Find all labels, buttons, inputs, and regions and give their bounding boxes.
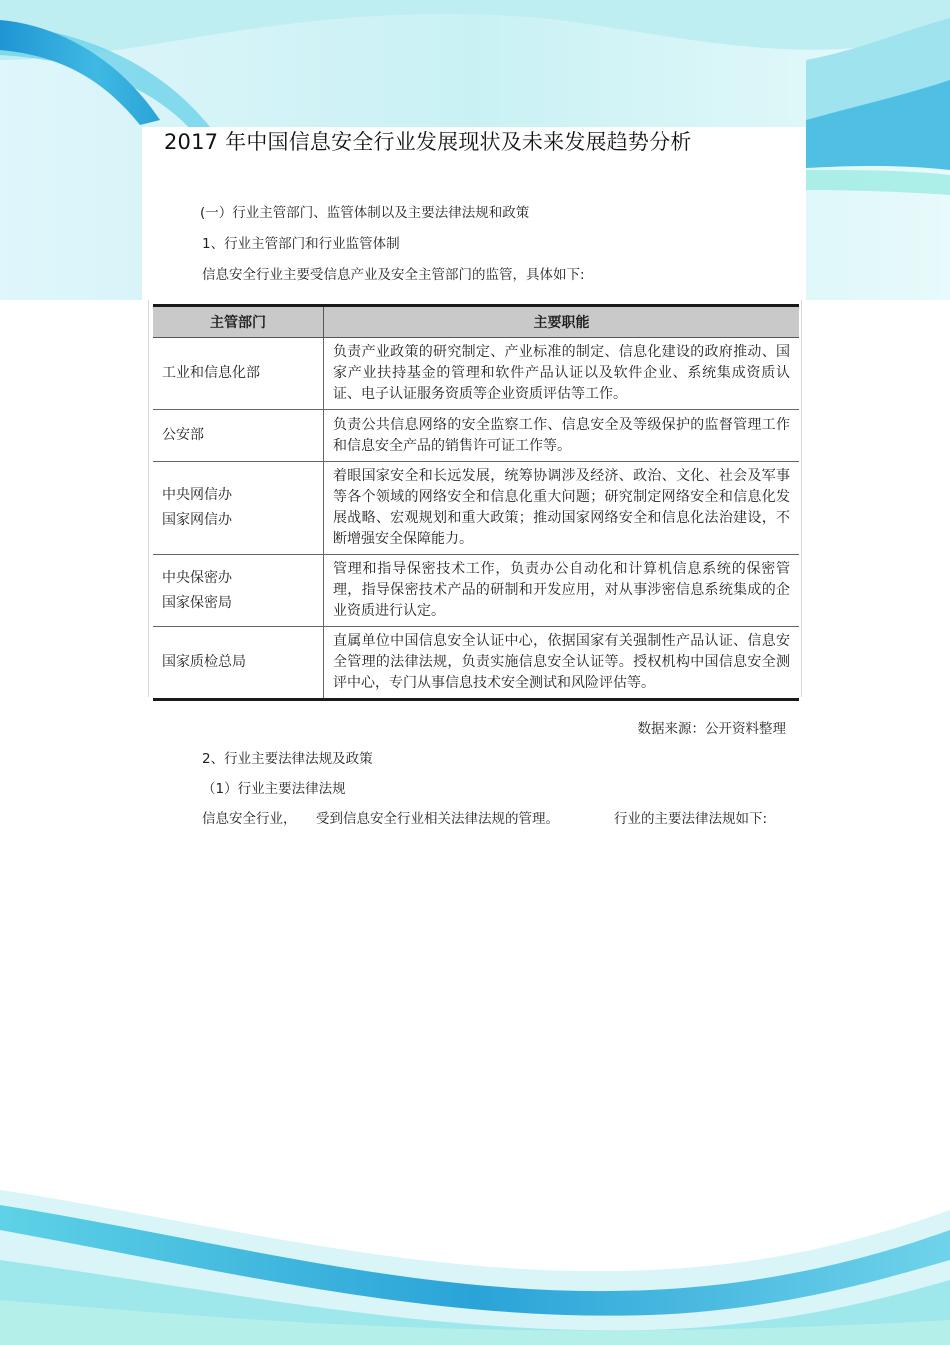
dept-name: 国家质检总局 (162, 654, 246, 670)
table-header-row (153, 306, 799, 338)
section-heading: (一）行业主管部门、监管体制以及主要法律法规和政策 (200, 205, 530, 221)
intro-paragraph: 信息安全行业主要受信息产业及安全主管部门的监管，具体如下: (202, 267, 585, 283)
column-header-dept: 主管部门 (153, 306, 324, 338)
subsubsection-heading: （1）行业主要法律法规 (202, 781, 346, 797)
table-row (153, 410, 799, 462)
dept-name: 工业和信息化部 (162, 365, 260, 381)
decorative-wave-bottom (0, 1150, 950, 1345)
subsection-heading: 2、行业主要法律法规及政策 (202, 751, 373, 767)
function-cell: 负责产业政策的研究制定、产业标准的制定、信息化建设的政府推动、国家产业扶持基金的管理和软件产品认证以及软件企业、系统集成资质认证、电子认证服务资质等企业资质评估等工作。 (324, 338, 800, 410)
column-header-function: 主要职能 (324, 306, 800, 338)
source-note: 数据来源：公开资料整理 (637, 721, 786, 737)
function-cell: 负责公共信息网络的安全监察工作、信息安全及等级保护的监督管理工作和信息安全产品的销售许可证工作等。 (324, 410, 800, 462)
table-frame (148, 300, 802, 697)
table-row (153, 555, 799, 627)
table-row (153, 627, 799, 700)
table-row (153, 338, 799, 410)
dept-name: 国家网信办 (162, 512, 232, 528)
dept-cell (153, 338, 324, 410)
dept-cell (153, 410, 324, 462)
dept-name: 中央网信办 (162, 487, 232, 503)
subsection-heading: 1、行业主管部门和行业监管体制 (202, 236, 400, 252)
document-page (142, 127, 806, 830)
page-title: 2017 年中国信息安全行业发展现状及未来发展趋势分析 (164, 130, 692, 154)
closing-paragraph-part-c: 行业的主要法律法规如下: (614, 811, 768, 827)
dept-cell (153, 627, 324, 700)
dept-name: 中央保密办 (162, 569, 232, 586)
dept-cell (153, 555, 324, 627)
closing-paragraph-part-a: 信息安全行业， (202, 811, 297, 827)
dept-cell (153, 462, 324, 555)
closing-paragraph-part-b: 受到信息安全行业相关法律法规的管理。 (316, 811, 559, 827)
table-row (153, 462, 799, 555)
dept-name: 公安部 (162, 427, 204, 443)
function-cell: 直属单位中国信息安全认证中心，依据国家有关强制性产品认证、信息安全管理的法律法规，负责实施信息安全认证等。授权机构中国信息安全测评中心，专门从事信息技术安全测试和风险评估等。 (324, 627, 800, 700)
function-cell: 管理和指导保密技术工作，负责办公自动化和计算机信息系统的保密管理，指导保密技术产品的研制和开发应用，对从事涉密信息系统集成的企业资质进行认定。 (324, 555, 800, 627)
function-cell: 着眼国家安全和长远发展，统筹协调涉及经济、政治、文化、社会及军事等各个领域的网络安全和信息化重大问题；研究制定网络安全和信息化发展战略、宏观规划和重大政策；推动国家网络安全和信息化法治建设，不断增强安全保障能力。 (324, 462, 800, 555)
dept-name: 国家保密局 (162, 594, 232, 611)
regulator-table (153, 304, 799, 701)
